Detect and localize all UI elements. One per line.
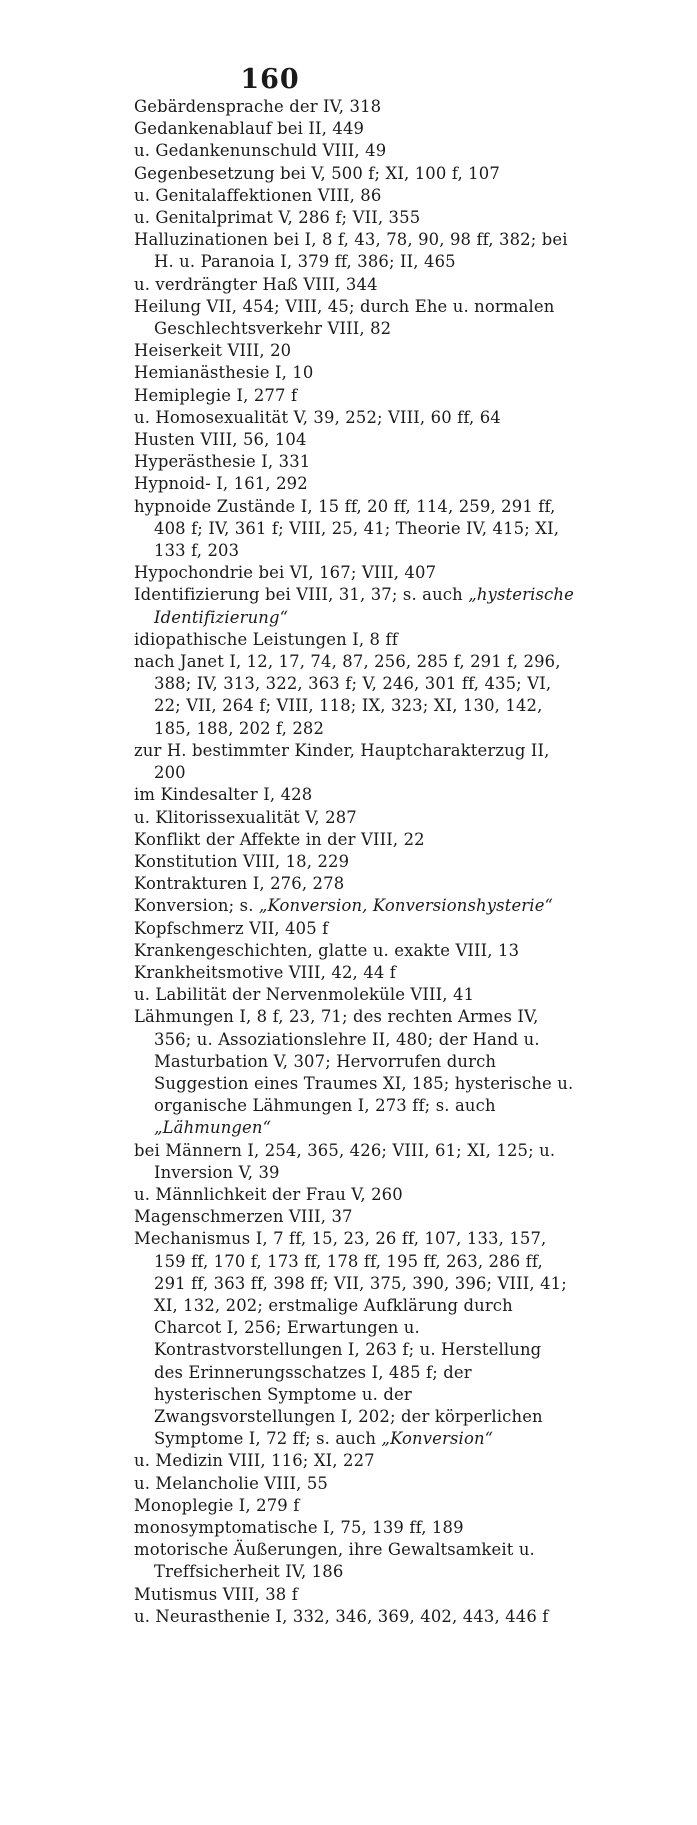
index-entry: Krankengeschichten, glatte u. exakte VIII, 13 [134, 940, 520, 960]
index-entry: Konstitution VIII, 18, 229 [134, 851, 350, 871]
index-entry: Magenschmerzen VIII, 37 [134, 1207, 353, 1227]
index-entry: monosymptomatische I, 75, 139 ff, 189 [134, 1518, 464, 1537]
index-entry: Lähmungen I, 8 f, 23, 71; des rechten Armes IV, 356; u. Assoziationslehre II, 480; der Hand u. Masturbation V, 307; Hervorrufen durch Suggestion eines Traumes XI, 185; hysterische u. organische Lähmungen I, 273 ff; s. auch „Lähmungen“ [134, 1007, 574, 1138]
index-entry: Kontrakturen I, 276, 278 [134, 874, 345, 894]
index-entry: Hemianästhesie I, 10 [134, 363, 314, 383]
index-entry: im Kindesalter I, 428 [134, 785, 313, 805]
index-entry: Mechanismus I, 7 ff, 15, 23, 26 ff, 107, 133, 157, 159 ff, 170 f, 173 ff, 178 ff, 195 ff, 263, 286 ff, 291 ff, 363 ff, 398 ff; VII, 375, 390, 396; VIII, 41; XI, 132, 202; erstmalige Aufklärung durch Charcot I, 256; Erwartungen u. Kontrastvorstellungen I, 263 f; u. Herstellung des Erinnerungsschatzes I, 485 f; der hysterischen Symptome u. der Zwangsvorstellungen I, 202; der körperlichen Symptome I, 72 ff; s. auch „Konversion“ [134, 1229, 567, 1449]
index-entry: Gebärdensprache der IV, 318 [134, 97, 382, 116]
index-entry: u. Gedankenunschuld VIII, 49 [134, 141, 387, 161]
index-entry: Kopfschmerz VII, 405 f [134, 918, 329, 938]
index-entry: hypnoide Zustände I, 15 ff, 20 ff, 114, 259, 291 ff, 408 f; IV, 361 f; VIII, 25, 41; Theorie IV, 415; XI, 133 f, 203 [134, 496, 560, 561]
index-entry: Heiserkeit VIII, 20 [134, 341, 292, 361]
index-entry: Hemiplegie I, 277 f [134, 385, 298, 405]
index-entry: idiopathische Leistungen I, 8 ff [134, 629, 398, 649]
index-entry: Heilung VII, 454; VIII, 45; durch Ehe u. normalen Geschlechtsverkehr VIII, 82 [134, 296, 555, 339]
index-entry: u. Klitorissexualität V, 287 [134, 807, 357, 827]
index-entry: Hyperästhesie I, 331 [134, 452, 311, 472]
index-entry: zur H. bestimmter Kinder, Hauptcharakterzug II, 200 [134, 740, 550, 783]
index-entry: u. Medizin VIII, 116; XI, 227 [134, 1451, 375, 1471]
index-entry: u. Genitalprimat V, 286 f; VII, 355 [134, 208, 421, 228]
index-entries [134, 96, 574, 1628]
index-entry: Gegenbesetzung bei V, 500 f; XI, 100 f, 107 [134, 163, 500, 183]
index-entry: u. Melancholie VIII, 55 [134, 1473, 329, 1493]
index-entry: Halluzinationen bei I, 8 f, 43, 78, 90, 98 ff, 382; bei H. u. Paranoia I, 379 ff, 386; II, 465 [134, 230, 568, 272]
index-entry: Gedankenablauf bei II, 449 [134, 119, 365, 139]
index-entry: motorische Äußerungen, ihre Gewaltsamkeit u. Treffsicherheit IV, 186 [134, 1540, 535, 1582]
index-entry: Konflikt der Affekte in der VIII, 22 [134, 829, 425, 849]
index-entry: Identifizierung bei VIII, 31, 37; s. auch „hysterische Identifizierung“ [134, 585, 574, 627]
index-entry: Konversion; s. „Konversion, Konversionshysterie“ [134, 896, 554, 916]
index-entry: Hypochondrie bei VI, 167; VIII, 407 [134, 563, 437, 583]
index-entry: u. Labilität der Nervenmoleküle VIII, 41 [134, 985, 475, 1005]
index-entry: Monoplegie I, 279 f [134, 1495, 300, 1515]
index-entry: bei Männern I, 254, 365, 426; VIII, 61; XI, 125; u. Inversion V, 39 [134, 1140, 556, 1182]
index-entry: u. Männlichkeit der Frau V, 260 [134, 1184, 403, 1204]
index-entry: Husten VIII, 56, 104 [134, 430, 307, 450]
index-entry: nach Janet I, 12, 17, 74, 87, 256, 285 f, 291 f, 296, 388; IV, 313, 322, 363 f; V, 246, 301 ff, 435; VI, 22; VII, 264 f; VIII, 118; IX, 323; XI, 130, 142, 185, 188, 202 f, 282 [134, 652, 561, 738]
index-entry: u. Homosexualität V, 39, 252; VIII, 60 ff, 64 [134, 407, 501, 427]
index-entry: u. verdrängter Haß VIII, 344 [134, 274, 378, 294]
index-entry: u. Genitalaffektionen VIII, 86 [134, 185, 382, 205]
index-entry: u. Neurasthenie I, 332, 346, 369, 402, 443, 446 f [134, 1606, 549, 1626]
index-entry: Hypnoid- I, 161, 292 [134, 474, 308, 494]
index-entry: Krankheitsmotive VIII, 42, 44 f [134, 962, 396, 982]
index-entry: Mutismus VIII, 38 f [134, 1584, 298, 1604]
page-number: 160 [240, 64, 300, 95]
